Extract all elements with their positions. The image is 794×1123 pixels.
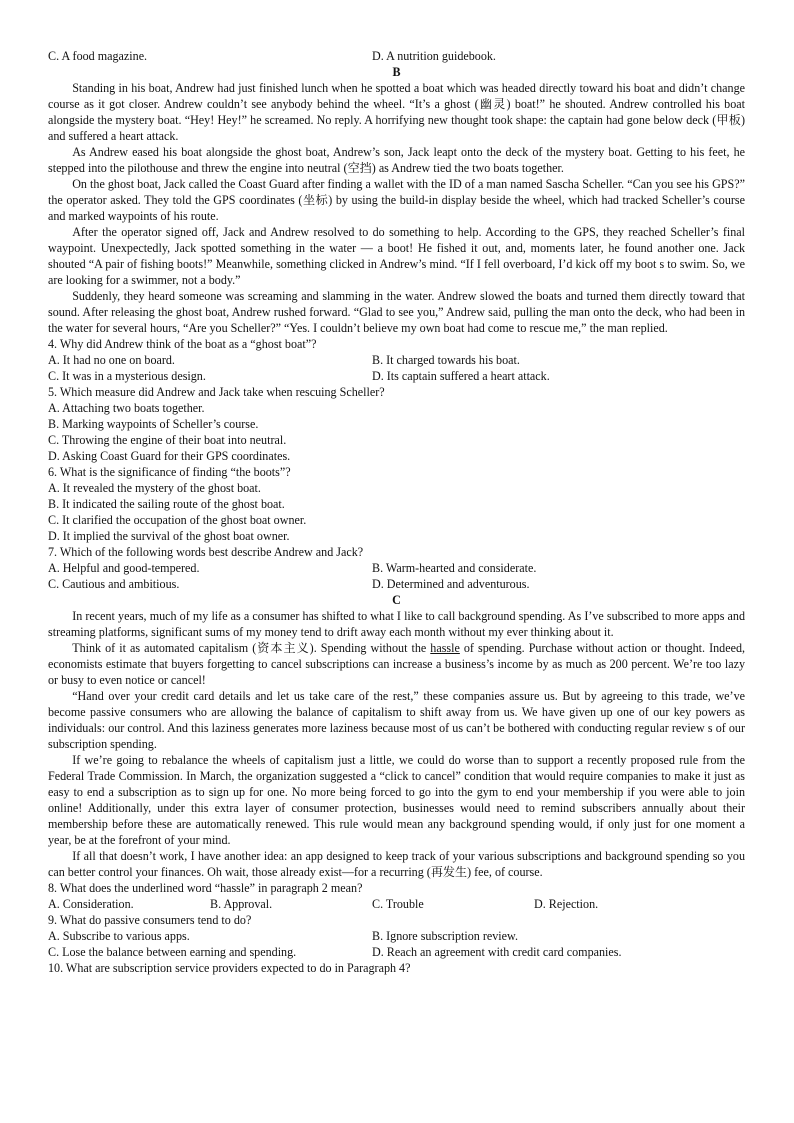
q4-option-c: C. It was in a mysterious design. (48, 369, 206, 383)
underlined-word-hassle: hassle (430, 641, 460, 655)
question-4-options-row-2 (48, 368, 745, 384)
question-7: 7. Which of the following words best describe Andrew and Jack? (48, 545, 364, 559)
q6-option-d: D. It implied the survival of the ghost boat owner. (48, 529, 290, 543)
option-d: D. A nutrition guidebook. (372, 49, 496, 63)
q7-option-b: B. Warm-hearted and considerate. (372, 561, 537, 575)
question-4-options-row-1 (48, 352, 745, 368)
q4-option-b: B. It charged towards his boat. (372, 353, 520, 367)
q6-option-b: B. It indicated the sailing route of the ghost boat. (48, 497, 285, 511)
passage-c-paragraph-3: “Hand over your credit card details and let us take care of the rest,” these companies assure us. But by agreeing to this trade, we’ve become passive consumers who are allowing the balance of capitalism to shift away from us. We have given up one of our key powers as individuals: our control. And this laziness generates more laziness because most of us can’t be bothered with conducting regular review s of our subscription spending. (48, 689, 745, 751)
q8-option-c: C. Trouble (372, 897, 424, 911)
question-7-options-row-1 (48, 560, 745, 576)
q4-option-d: D. Its captain suffered a heart attack. (372, 369, 550, 383)
paragraph-2-text-before: Think of it as automated capitalism (资本主义). Spending without the (72, 641, 431, 655)
section-c-heading: C (392, 593, 401, 607)
paragraph-2-text-after: of spending. Purchase without action or thought. Indeed, economists estimate that buyers forgetting to cancel subscriptions can increase a business’s income by as much as 200 percent. We’re too lazy or busy to even notice or cancel! (48, 641, 746, 687)
q8-option-d: D. Rejection. (534, 897, 599, 911)
q8-option-b: B. Approval. (210, 897, 273, 911)
q7-option-d: D. Determined and adventurous. (372, 577, 530, 591)
q4-option-a: A. It had no one on board. (48, 353, 175, 367)
question-10: 10. What are subscription service providers expected to do in Paragraph 4? (48, 961, 411, 975)
q5-option-c: C. Throwing the engine of their boat into neutral. (48, 433, 287, 447)
q7-option-a: A. Helpful and good-tempered. (48, 561, 200, 575)
q7-option-c: C. Cautious and ambitious. (48, 577, 180, 591)
q9-option-b: B. Ignore subscription review. (372, 929, 518, 943)
q8-option-a: A. Consideration. (48, 897, 134, 911)
q9-option-d: D. Reach an agreement with credit card companies. (372, 945, 622, 959)
question-9: 9. What do passive consumers tend to do? (48, 913, 252, 927)
passage-c-paragraph-2 (48, 640, 745, 688)
question-8: 8. What does the underlined word “hassle” in paragraph 2 mean? (48, 881, 363, 895)
q6-option-c: C. It clarified the occupation of the ghost boat owner. (48, 513, 307, 527)
q6-option-a: A. It revealed the mystery of the ghost boat. (48, 481, 261, 495)
passage-c-paragraph-1: In recent years, much of my life as a consumer has shifted to what I like to call background spending. As I’ve subscribed to more apps and streaming platforms, significant sums of my money tend to drift away each month without my ever thinking about it. (48, 609, 745, 639)
q9-option-c: C. Lose the balance between earning and spending. (48, 945, 297, 959)
q5-option-d: D. Asking Coast Guard for their GPS coordinates. (48, 449, 291, 463)
question-9-options-row-1 (48, 928, 745, 944)
question-9-options-row-2 (48, 944, 745, 960)
question-8-options (48, 896, 745, 912)
passage-b-paragraph-2: As Andrew eased his boat alongside the ghost boat, Andrew’s son, Jack leapt onto the deck of the mystery boat. Getting to his feet, he stepped into the pilothouse and threw the engine into neutral (空挡) as Andrew tied the two boats together. (48, 145, 745, 175)
q5-option-a: A. Attaching two boats together. (48, 401, 205, 415)
question-4: 4. Why did Andrew think of the boat as a “ghost boat”? (48, 337, 317, 351)
question-7-options-row-2 (48, 576, 745, 592)
q5-option-b: B. Marking waypoints of Scheller’s course. (48, 417, 259, 431)
document-page (48, 48, 745, 976)
passage-b-paragraph-4: After the operator signed off, Jack and Andrew resolved to do something to help. According to the GPS, they reached Scheller’s final waypoint. Unexpectedly, Jack spotted something in the water — a boot! He fished it out, and, moments later, he found another one. Jack shouted “A pair of fishing boots!” Meanwhile, something clicked in Andrew’s mind. “If I fell overboard, I’d kick off my boot s to swim. So, we are looking for a swimmer, not a body.” (48, 225, 745, 287)
option-c: C. A food magazine. (48, 49, 148, 63)
passage-c-paragraph-4: If we’re going to rebalance the wheels of capitalism just a little, we could do worse than to support a recently proposed rule from the Federal Trade Commission. In March, the organization suggested a “click to cancel” condition that would require companies to make it just as easy to end a subscription as to sign up for one. No more being forced to go into the gym to end your membership if you were able to join online! Additionally, under this extra layer of consumer protection, businesses would need to remind subscribers annually about their membership before these are automatically renewed. This rule would mean any background spending would, if only just for one moment a year, be at the forefront of your mind. (48, 753, 745, 847)
question-6: 6. What is the significance of finding “the boots”? (48, 465, 291, 479)
prev-question-options (48, 48, 745, 64)
question-5: 5. Which measure did Andrew and Jack take when rescuing Scheller? (48, 385, 385, 399)
q9-option-a: A. Subscribe to various apps. (48, 929, 190, 943)
section-b-heading: B (392, 65, 401, 79)
passage-b-paragraph-5: Suddenly, they heard someone was screaming and slamming in the water. Andrew slowed the boats and turned them directly toward that sound. After releasing the ghost boat, Andrew rushed forward. “Glad to see you,” Andrew said, pulling the man onto the deck, who had been in the water for several hours, “Are you Scheller?” “Yes. I couldn’t believe my own boat had come to rescue me,” the man replied. (48, 289, 745, 335)
passage-b-paragraph-3: On the ghost boat, Jack called the Coast Guard after finding a wallet with the ID of a man named Sascha Scheller. “Can you see his GPS?” the operator asked. They told the GPS coordinates (坐标) by using the build-in display beside the wheel, which had tracked Scheller’s course and marked waypoints of his route. (48, 177, 745, 223)
passage-b-paragraph-1: Standing in his boat, Andrew had just finished lunch when he spotted a boat which was headed directly toward his boat and didn’t change course as it got closer. Andrew couldn’t see anybody behind the wheel. “It’s a ghost (幽灵) boat!” he shouted. Andrew controlled his boat alongside the mystery boat. “Hey! Hey!” he screamed. No reply. A horrifying new thought took shape: the captain had gone below deck (甲板) and suffered a heart attack. (48, 81, 745, 143)
passage-c-paragraph-5: If all that doesn’t work, I have another idea: an app designed to keep track of your various subscriptions and background spending so you can better control your finances. Oh wait, those already exist—for a recurring (再发生) fee, of course. (48, 849, 745, 879)
